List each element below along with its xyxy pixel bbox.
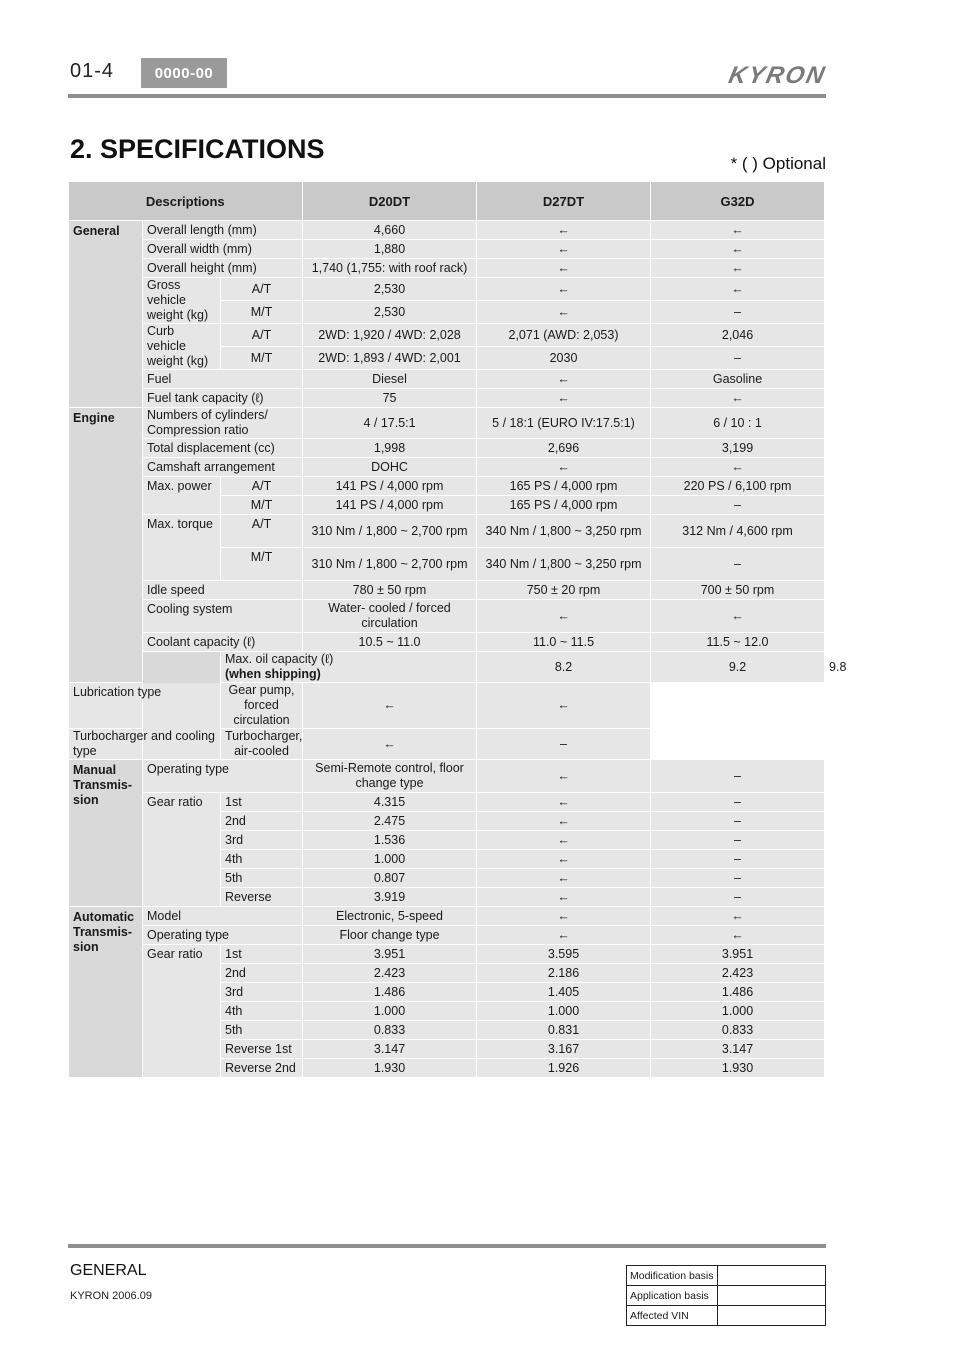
cell-d27dt: ←: [477, 278, 651, 301]
cell-d20dt: 2.423: [303, 964, 477, 983]
cell-g32d: 6 / 10 : 1: [651, 408, 825, 439]
page-title: 2. SPECIFICATIONS: [70, 134, 325, 164]
cell-d27dt: 2,696: [477, 439, 651, 458]
cell-d27dt: 1.405: [477, 983, 651, 1002]
row-label: Camshaft arrangement: [143, 458, 303, 477]
cell-d20dt: Turbocharger, air-cooled: [221, 729, 303, 760]
table-row: [69, 760, 825, 793]
sub-label: M/T: [221, 548, 303, 581]
row-label: Cooling system: [143, 600, 303, 633]
cell-g32d: ←: [651, 600, 825, 633]
row-label: Fuel tank capacity (ℓ): [143, 389, 303, 408]
cell-g32d: 1.486: [651, 983, 825, 1002]
cell-d20dt: 4,660: [303, 221, 477, 240]
cell-g32d: Gasoline: [651, 370, 825, 389]
table-row: [69, 240, 825, 259]
footer-title: GENERAL: [70, 1262, 147, 1279]
cell-d20dt: Floor change type: [303, 926, 477, 945]
sub-label: M/T: [221, 347, 303, 370]
sub-label: M/T: [221, 301, 303, 324]
cell-d20dt: 1.000: [303, 1002, 477, 1021]
table-row: [69, 259, 825, 278]
gear-label: 5th: [221, 1021, 303, 1040]
cell-d20dt: 10.5 ~ 11.0: [303, 633, 477, 652]
row-label: Total displacement (cc): [143, 439, 303, 458]
sub-label: M/T: [221, 496, 303, 515]
cell-d20dt: 780 ± 50 rpm: [303, 581, 477, 600]
table-row: [69, 793, 825, 812]
gear-label: 1st: [221, 945, 303, 964]
cell-d27dt: ←: [477, 259, 651, 278]
cell-g32d: –: [651, 496, 825, 515]
row-label: Coolant capacity (ℓ): [143, 633, 303, 652]
cell-g32d: 1.930: [651, 1059, 825, 1078]
application-basis-label: Application basis: [627, 1286, 718, 1306]
header-divider: [68, 94, 826, 98]
cell-g32d: 700 ± 50 rpm: [651, 581, 825, 600]
gear-label: 3rd: [221, 983, 303, 1002]
cell-g32d: –: [651, 793, 825, 812]
cell-d27dt: ←: [477, 760, 651, 793]
modification-table: [626, 1265, 826, 1326]
row-label-gear-ratio: Gear ratio: [143, 793, 221, 907]
table-row: [69, 458, 825, 477]
cell-d20dt: Semi-Remote control, floor change type: [303, 760, 477, 793]
row-label: Fuel: [143, 370, 303, 389]
cell-g32d: 3.147: [651, 1040, 825, 1059]
table-row: [69, 945, 825, 964]
cell-d20dt: 2,530: [303, 301, 477, 324]
cell-d27dt: ←: [477, 301, 651, 324]
cell-d20dt: 2WD: 1,893 / 4WD: 2,001: [303, 347, 477, 370]
cell-d27dt: 0.831: [477, 1021, 651, 1040]
cell-g32d: ←: [651, 278, 825, 301]
gear-label: 5th: [221, 869, 303, 888]
cell-d20dt: 3.919: [303, 888, 477, 907]
cell-g32d: ←: [651, 259, 825, 278]
cell-d27dt: 2030: [477, 347, 651, 370]
cell-d20dt: 141 PS / 4,000 rpm: [303, 477, 477, 496]
table-row: [69, 729, 825, 760]
application-basis-value: [718, 1286, 826, 1306]
cell-d20dt: 1,880: [303, 240, 477, 259]
affected-vin-label: Affected VIN: [627, 1306, 718, 1326]
cell-d27dt: ←: [477, 370, 651, 389]
cell-d20dt: 310 Nm / 1,800 ~ 2,700 rpm: [303, 548, 477, 581]
cell-d27dt: 165 PS / 4,000 rpm: [477, 496, 651, 515]
cell-d20dt: Electronic, 5-speed: [303, 907, 477, 926]
cell-d27dt: ←: [477, 812, 651, 831]
table-row: [69, 408, 825, 439]
table-row: [69, 389, 825, 408]
table-row: [69, 477, 825, 496]
row-label: Operating type: [143, 760, 303, 793]
table-row: [69, 926, 825, 945]
cell-g32d: –: [651, 548, 825, 581]
row-label: Lubrication type: [69, 683, 221, 729]
cell-g32d: ←: [651, 907, 825, 926]
cell-d27dt: ←: [477, 221, 651, 240]
cell-g32d: 1.000: [651, 1002, 825, 1021]
cell-g32d: ←: [651, 240, 825, 259]
cell-g32d: ←: [477, 683, 651, 729]
cell-d27dt: ←: [477, 793, 651, 812]
cell-g32d: –: [651, 760, 825, 793]
row-label: Overall length (mm): [143, 221, 303, 240]
brand-logo: KYRON: [726, 62, 829, 89]
cell-g32d: 2,046: [651, 324, 825, 347]
affected-vin-value: [718, 1306, 826, 1326]
cell-d27dt: ←: [477, 907, 651, 926]
row-label: Model: [143, 907, 303, 926]
header-descriptions: Descriptions: [69, 182, 303, 221]
oil-capacity-note: (when shipping): [225, 667, 321, 681]
table-row: [627, 1306, 826, 1326]
row-label: Turbocharger and cooling type: [69, 729, 221, 760]
cell-d27dt: 11.0 ~ 11.5: [477, 633, 651, 652]
cell-g32d: –: [651, 888, 825, 907]
sub-label: A/T: [221, 324, 303, 347]
cell-d27dt: ←: [477, 888, 651, 907]
gear-label: 2nd: [221, 964, 303, 983]
cell-d20dt: 1,998: [303, 439, 477, 458]
cell-g32d: 2.423: [651, 964, 825, 983]
cell-g32d: –: [651, 869, 825, 888]
cell-d27dt: 340 Nm / 1,800 ~ 3,250 rpm: [477, 515, 651, 548]
cell-g32d: 11.5 ~ 12.0: [651, 633, 825, 652]
cell-d27dt: 3.595: [477, 945, 651, 964]
table-row: [69, 324, 825, 347]
section-engine: Engine: [69, 408, 143, 683]
cell-d20dt: 4.315: [303, 793, 477, 812]
cell-d20dt: 1.930: [303, 1059, 477, 1078]
oil-capacity-label: Max. oil capacity (ℓ): [225, 652, 334, 666]
cell-d27dt: 5 / 18:1 (EURO IV:17.5:1): [477, 408, 651, 439]
row-label: Overall height (mm): [143, 259, 303, 278]
cell-d27dt: 1.926: [477, 1059, 651, 1078]
cell-d20dt: Water- cooled / forced circulation: [303, 600, 477, 633]
cell-d27dt: ←: [477, 850, 651, 869]
cell-d27dt: 750 ± 20 rpm: [477, 581, 651, 600]
header-g32d: G32D: [651, 182, 825, 221]
row-label-gear-ratio: Gear ratio: [143, 945, 221, 1078]
cell-d20dt: Diesel: [303, 370, 477, 389]
cell-d20dt: DOHC: [303, 458, 477, 477]
table-row: [69, 600, 825, 633]
sub-label: A/T: [221, 515, 303, 548]
row-label: Numbers of cylinders/ Compression ratio: [143, 408, 303, 439]
cell-g32d: –: [651, 347, 825, 370]
cell-g32d: 220 PS / 6,100 rpm: [651, 477, 825, 496]
modification-basis-label: Modification basis: [627, 1266, 718, 1286]
cell-g32d: 312 Nm / 4,600 rpm: [651, 515, 825, 548]
header-d27dt: D27DT: [477, 182, 651, 221]
table-row: [627, 1266, 826, 1286]
cell-d20dt: 3.147: [303, 1040, 477, 1059]
gear-label: Reverse 2nd: [221, 1059, 303, 1078]
cell-d20dt: 4 / 17.5:1: [303, 408, 477, 439]
table-row: [69, 515, 825, 548]
table-header-row: [69, 182, 825, 221]
cell-g32d: 0.833: [651, 1021, 825, 1040]
cell-d20dt: Gear pump, forced circulation: [221, 683, 303, 729]
cell-d20dt: 75: [303, 389, 477, 408]
cell-d27dt: 9.2: [651, 652, 825, 683]
cell-d27dt: 340 Nm / 1,800 ~ 3,250 rpm: [477, 548, 651, 581]
sub-label: A/T: [221, 477, 303, 496]
gear-label: 1st: [221, 793, 303, 812]
row-label-oil: [221, 652, 477, 683]
cell-d27dt: 2,071 (AWD: 2,053): [477, 324, 651, 347]
cell-d20dt: 2,530: [303, 278, 477, 301]
row-label: Overall width (mm): [143, 240, 303, 259]
cell-d27dt: ←: [477, 869, 651, 888]
cell-d20dt: 2.475: [303, 812, 477, 831]
gear-label: Reverse: [221, 888, 303, 907]
cell-d20dt: 8.2: [477, 652, 651, 683]
table-row: [69, 581, 825, 600]
cell-d27dt: 3.167: [477, 1040, 651, 1059]
cell-g32d: 3.951: [651, 945, 825, 964]
cell-g32d: –: [651, 812, 825, 831]
cell-d27dt: ←: [477, 831, 651, 850]
gear-label: 4th: [221, 1002, 303, 1021]
row-label-power: Max. power: [143, 477, 221, 515]
section-automatic-transmission: Automatic Transmis- sion: [69, 907, 143, 1078]
row-label-gvw: Gross vehicle weight (kg): [143, 278, 221, 324]
table-row: [69, 278, 825, 301]
cell-g32d: –: [477, 729, 651, 760]
sub-label: A/T: [221, 278, 303, 301]
header-d20dt: D20DT: [303, 182, 477, 221]
cell-d20dt: 0.807: [303, 869, 477, 888]
cell-d27dt: ←: [477, 458, 651, 477]
modification-basis-value: [718, 1266, 826, 1286]
cell-d27dt: ←: [477, 600, 651, 633]
cell-d20dt: 1,740 (1,755: with roof rack): [303, 259, 477, 278]
gear-label: 2nd: [221, 812, 303, 831]
cell-d27dt: 2.186: [477, 964, 651, 983]
table-row: [69, 221, 825, 240]
table-row: [69, 633, 825, 652]
page-number: 01-4: [70, 60, 115, 82]
row-label: Operating type: [143, 926, 303, 945]
cell-g32d: 3,199: [651, 439, 825, 458]
cell-g32d: –: [651, 831, 825, 850]
footer-divider: [68, 1244, 826, 1248]
cell-d20dt: 141 PS / 4,000 rpm: [303, 496, 477, 515]
row-label-curb: Curb vehicle weight (kg): [143, 324, 221, 370]
section-manual-transmission: Manual Transmis- sion: [69, 760, 143, 907]
optional-note: * ( ) Optional: [730, 154, 826, 173]
row-label: Idle speed: [143, 581, 303, 600]
cell-d20dt: 2WD: 1,920 / 4WD: 2,028: [303, 324, 477, 347]
cell-d20dt: 1.486: [303, 983, 477, 1002]
cell-g32d: –: [651, 850, 825, 869]
cell-d27dt: 1.000: [477, 1002, 651, 1021]
footer-subtitle: KYRON 2006.09: [70, 1290, 152, 1302]
cell-d27dt: 165 PS / 4,000 rpm: [477, 477, 651, 496]
cell-g32d: ←: [651, 389, 825, 408]
cell-d20dt: 1.536: [303, 831, 477, 850]
cell-g32d: ←: [651, 926, 825, 945]
table-row: [69, 907, 825, 926]
gear-label: 3rd: [221, 831, 303, 850]
table-row: [627, 1286, 826, 1306]
gear-label: 4th: [221, 850, 303, 869]
specifications-table: [68, 182, 847, 1078]
cell-d27dt: ←: [303, 683, 477, 729]
gear-label: Reverse 1st: [221, 1040, 303, 1059]
cell-g32d: –: [651, 301, 825, 324]
table-row: [69, 439, 825, 458]
cell-d27dt: ←: [477, 240, 651, 259]
cell-d20dt: 0.833: [303, 1021, 477, 1040]
cell-d20dt: 310 Nm / 1,800 ~ 2,700 rpm: [303, 515, 477, 548]
table-row: Max. oil capacity (ℓ) (when shipping) 8.2 9.2 9.8: [69, 652, 825, 683]
cell-g32d: ←: [651, 221, 825, 240]
table-row: [69, 370, 825, 389]
cell-d20dt: 1.000: [303, 850, 477, 869]
table-row: [69, 683, 825, 729]
cell-d20dt: 3.951: [303, 945, 477, 964]
section-general: General: [69, 221, 143, 408]
row-label-torque: Max. torque: [143, 515, 221, 581]
cell-d27dt: ←: [477, 926, 651, 945]
section-code-badge: 0000-00: [141, 58, 227, 88]
cell-d27dt: ←: [477, 389, 651, 408]
cell-d27dt: ←: [303, 729, 477, 760]
cell-g32d: ←: [651, 458, 825, 477]
